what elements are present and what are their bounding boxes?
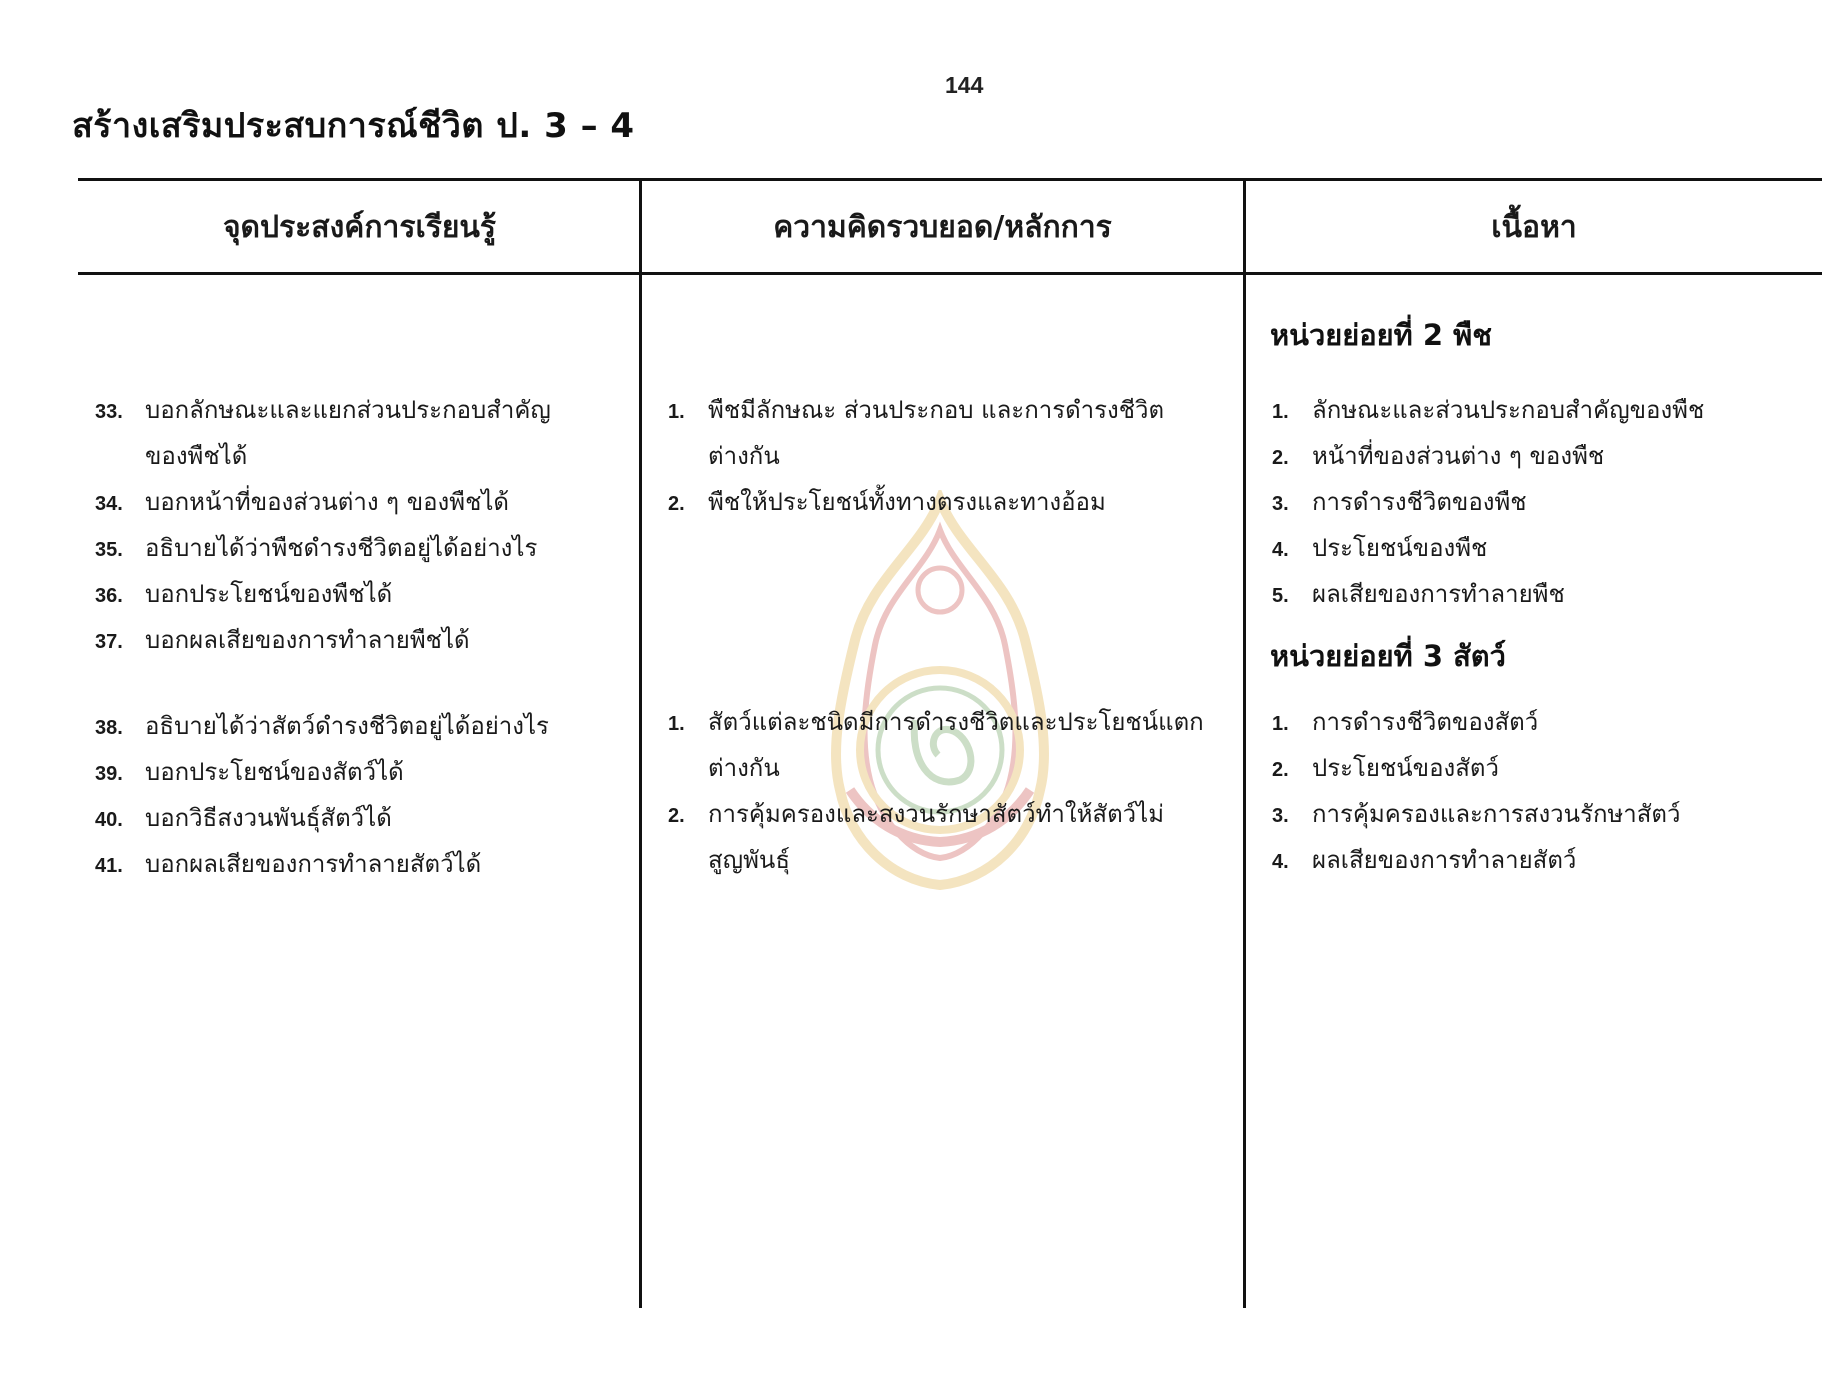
objective-item [95,749,404,797]
concept-number: 1. [668,713,685,735]
content-text: ลักษณะและส่วนประกอบสำคัญของพืช [1312,396,1705,424]
unit-heading-plants: หน่วยย่อยที่ 2 พืช [1270,318,1492,352]
concept-continuation: ต่างกัน [708,754,780,782]
objective-item [95,841,481,889]
objective-text: บอกผลเสียของการทำลายสัตว์ได้ [145,850,482,878]
content-number: 2. [1272,447,1289,469]
objective-item [95,703,549,751]
objective-number: 41. [95,855,123,877]
concept-text: การคุ้มครองและสงวนรักษาสัตว์ทำให้สัตว์ไม่ [708,800,1165,828]
header-objectives: จุดประสงค์การเรียนรู้ [222,210,497,245]
objective-text: บอกประโยชน์ของพืชได้ [145,580,393,608]
concept-continuation: ต่างกัน [708,442,780,470]
concept-continuation: สูญพันธุ์ [708,846,790,874]
objective-text: อธิบายได้ว่าสัตว์ดำรงชีวิตอยู่ได้อย่างไร [145,712,549,740]
objective-item [95,479,509,527]
content-number: 1. [1272,713,1289,735]
page-number: 144 [945,72,984,98]
content-text: ประโยชน์ของสัตว์ [1312,754,1499,782]
content-item [1272,571,1565,619]
concept-number: 2. [668,805,685,827]
concept-text: พืชให้ประโยชน์ทั้งทางตรงและทางอ้อม [708,488,1106,516]
content-text: ประโยชน์ของพืช [1312,534,1488,562]
objective-number: 34. [95,493,123,515]
concept-text: พืชมีลักษณะ ส่วนประกอบ และการดำรงชีวิต [708,396,1165,424]
header-concepts: ความคิดรวบยอด/หลักการ [773,210,1112,245]
content-number: 4. [1272,539,1289,561]
objective-number: 37. [95,631,123,653]
content-text: ผลเสียของการทำลายสัตว์ [1312,846,1577,874]
content-item [1272,479,1527,527]
concept-item [668,479,1106,527]
concept-item [668,387,1164,435]
column-divider-2 [1243,178,1246,1308]
objective-item [95,571,392,619]
content-item [1272,745,1499,793]
objective-item [95,387,551,435]
content-number: 3. [1272,805,1289,827]
column-divider-1 [639,178,642,1308]
document-title: สร้างเสริมประสบการณ์ชีวิต ป. 3 – 4 [72,106,635,146]
objective-number: 36. [95,585,123,607]
table-header-rule [78,272,1822,275]
content-text: ผลเสียของการทำลายพืช [1312,580,1565,608]
objective-number: 39. [95,763,123,785]
concept-number: 2. [668,493,685,515]
content-item [1272,433,1604,481]
content-text: หน้าที่ของส่วนต่าง ๆ ของพืช [1312,442,1605,470]
objective-text: บอกผลเสียของการทำลายพืชได้ [145,626,470,654]
content-number: 4. [1272,851,1289,873]
concept-item [668,699,1204,747]
table-top-rule [78,178,1822,181]
content-number: 1. [1272,401,1289,423]
objective-item [95,795,392,843]
objective-number: 40. [95,809,123,831]
content-number: 5. [1272,585,1289,607]
content-item [1272,387,1704,435]
content-text: การคุ้มครองและการสงวนรักษาสัตว์ [1312,800,1681,828]
content-item [1272,699,1538,747]
content-text: การดำรงชีวิตของสัตว์ [1312,708,1539,736]
objective-number: 38. [95,717,123,739]
content-item [1272,525,1487,573]
unit-heading-animals: หน่วยย่อยที่ 3 สัตว์ [1270,639,1506,673]
content-item [1272,791,1681,839]
concept-item [668,791,1164,839]
concept-number: 1. [668,401,685,423]
objective-number: 35. [95,539,123,561]
concept-text: สัตว์แต่ละชนิดมีการดำรงชีวิตและประโยชน์แตก [708,708,1204,736]
content-item [1272,837,1576,885]
objective-item [95,617,470,665]
objective-text: บอกลักษณะและแยกส่วนประกอบสำคัญ [145,396,551,424]
objective-text: บอกหน้าที่ของส่วนต่าง ๆ ของพืชได้ [145,488,510,516]
objective-continuation: ของพืชได้ [145,442,248,470]
objective-text: บอกวิธีสงวนพันธุ์สัตว์ได้ [145,804,392,832]
content-text: การดำรงชีวิตของพืช [1312,488,1527,516]
content-number: 3. [1272,493,1289,515]
objective-number: 33. [95,401,123,423]
header-content: เนื้อหา [1491,210,1577,245]
objective-text: บอกประโยชน์ของสัตว์ได้ [145,758,404,786]
objective-item [95,525,537,573]
objective-text: อธิบายได้ว่าพืชดำรงชีวิตอยู่ได้อย่างไร [145,534,538,562]
content-number: 2. [1272,759,1289,781]
